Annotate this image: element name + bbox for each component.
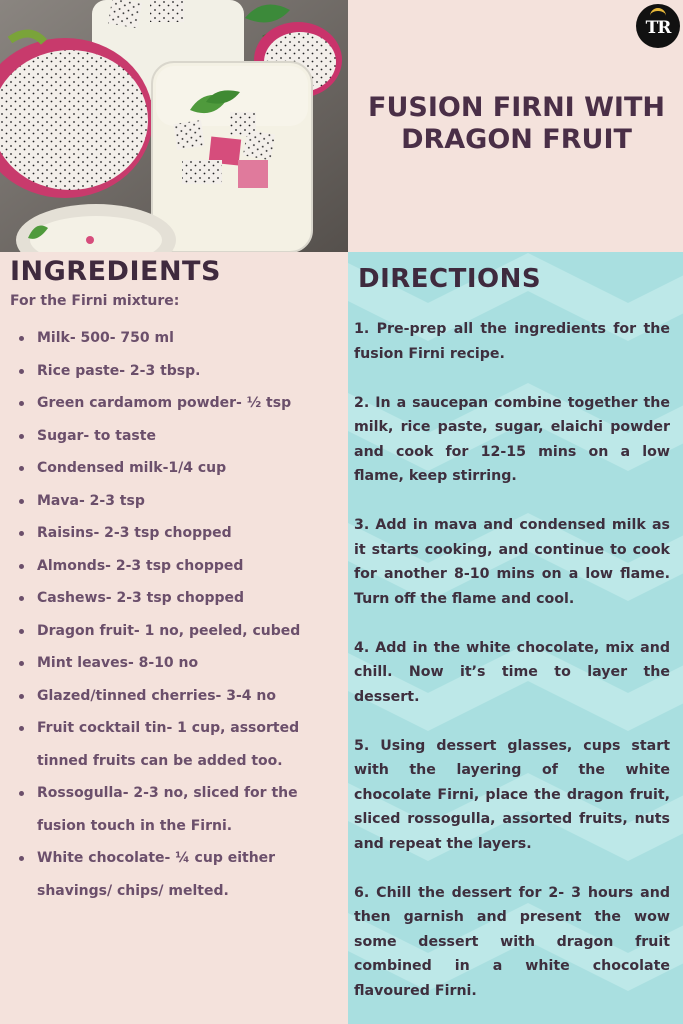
bullet-icon — [19, 401, 24, 406]
bullet-icon — [19, 694, 24, 699]
ingredient-text: Condensed milk-1/4 cup — [37, 460, 227, 476]
dessert-illustration — [0, 0, 348, 252]
ingredient-item — [18, 387, 338, 420]
ingredient-item — [18, 355, 338, 388]
ingredient-item — [18, 712, 338, 777]
ingredient-item — [18, 452, 338, 485]
bullet-icon — [19, 434, 24, 439]
ingredient-text: White chocolate- ¼ cup either shavings/ chips/ melted. — [37, 850, 276, 899]
direction-step: 3. Add in mava and condensed milk as it starts cooking, and continue to cook for another 8-10 mins on a low flame. Turn off the flame and cool. — [354, 517, 670, 607]
ingredient-item — [18, 680, 338, 713]
bullet-icon — [19, 564, 24, 569]
ingredient-item — [18, 485, 338, 518]
ingredient-text: Green cardamom powder- ½ tsp — [37, 395, 292, 411]
ingredient-text: Cashews- 2-3 tsp chopped — [37, 590, 244, 606]
ingredient-text: Raisins- 2-3 tsp chopped — [37, 525, 232, 541]
ingredient-item — [18, 550, 338, 583]
ingredient-text: Dragon fruit- 1 no, peeled, cubed — [37, 622, 301, 639]
direction-step: 5. Using dessert glasses, cups start with the layering of the white chocolate Firni, place the dragon fruit, sliced rossogulla, assorted fruits, nuts and repeat the layers. — [354, 737, 670, 852]
sun-rays-icon — [650, 8, 666, 17]
ingredients-heading: INGREDIENTS — [10, 256, 221, 287]
ingredient-item — [18, 582, 338, 615]
ingredient-text: Glazed/tinned cherries- 3-4 no — [37, 687, 276, 704]
bullet-icon — [19, 629, 24, 634]
ingredient-text: Mava- 2-3 tsp — [37, 492, 145, 509]
ingredient-item — [18, 615, 338, 648]
ingredient-item — [18, 517, 338, 550]
ingredient-text: Fruit cocktail tin- 1 cup, assorted tinned fruits can be added too. — [37, 720, 300, 769]
ingredient-text: Milk- 500- 750 ml — [37, 330, 174, 346]
ingredient-text: Rossogulla- 2-3 no, sliced for the fusion touch in the Firni. — [37, 785, 298, 834]
bullet-icon — [19, 336, 24, 341]
bullet-icon — [19, 726, 24, 731]
direction-step: 2. In a saucepan combine together the milk, rice paste, sugar, elaichi powder and cook for 12-15 mins on a low flame, keep stirring. — [354, 394, 670, 484]
bullet-icon — [19, 466, 24, 471]
bullet-icon — [19, 791, 24, 796]
direction-step: 6. Chill the dessert for 2- 3 hours and then garnish and present the wow some dessert with dragon fruit combined in a white chocolate flavoured Firni. — [354, 884, 670, 999]
direction-step: 4. Add in the white chocolate, mix and chill. Now it’s time to layer the dessert. — [354, 639, 670, 705]
bullet-icon — [19, 369, 24, 374]
ingredient-text: Mint leaves- 8-10 no — [37, 655, 199, 671]
ingredient-item — [18, 647, 338, 680]
ingredient-item — [18, 420, 338, 453]
bullet-icon — [19, 856, 24, 861]
directions-steps — [354, 317, 670, 1024]
bullet-icon — [19, 661, 24, 666]
ingredient-item — [18, 322, 338, 355]
title-block — [350, 92, 683, 156]
direction-step: 1. Pre-prep all the ingredients for the fusion Firni recipe. — [354, 321, 670, 362]
logo-text: TR — [645, 18, 671, 38]
bullet-icon — [19, 596, 24, 601]
directions-heading: DIRECTIONS — [358, 264, 542, 294]
dessert-photo — [0, 0, 348, 252]
directions-panel — [348, 252, 683, 1024]
ingredient-text: Sugar- to taste — [37, 427, 156, 444]
ingredients-list — [18, 322, 338, 907]
bullet-icon — [19, 499, 24, 504]
bullet-icon — [19, 531, 24, 536]
ingredient-text: Almonds- 2-3 tsp chopped — [37, 557, 244, 574]
ingredient-text: Rice paste- 2-3 tbsp. — [37, 362, 201, 379]
brand-logo — [636, 4, 680, 48]
recipe-title: FUSION FIRNI WITH DRAGON FRUIT — [368, 92, 665, 155]
ingredients-subheading: For the Firni mixture: — [10, 293, 180, 309]
ingredient-item — [18, 842, 338, 907]
ingredient-item — [18, 777, 338, 842]
